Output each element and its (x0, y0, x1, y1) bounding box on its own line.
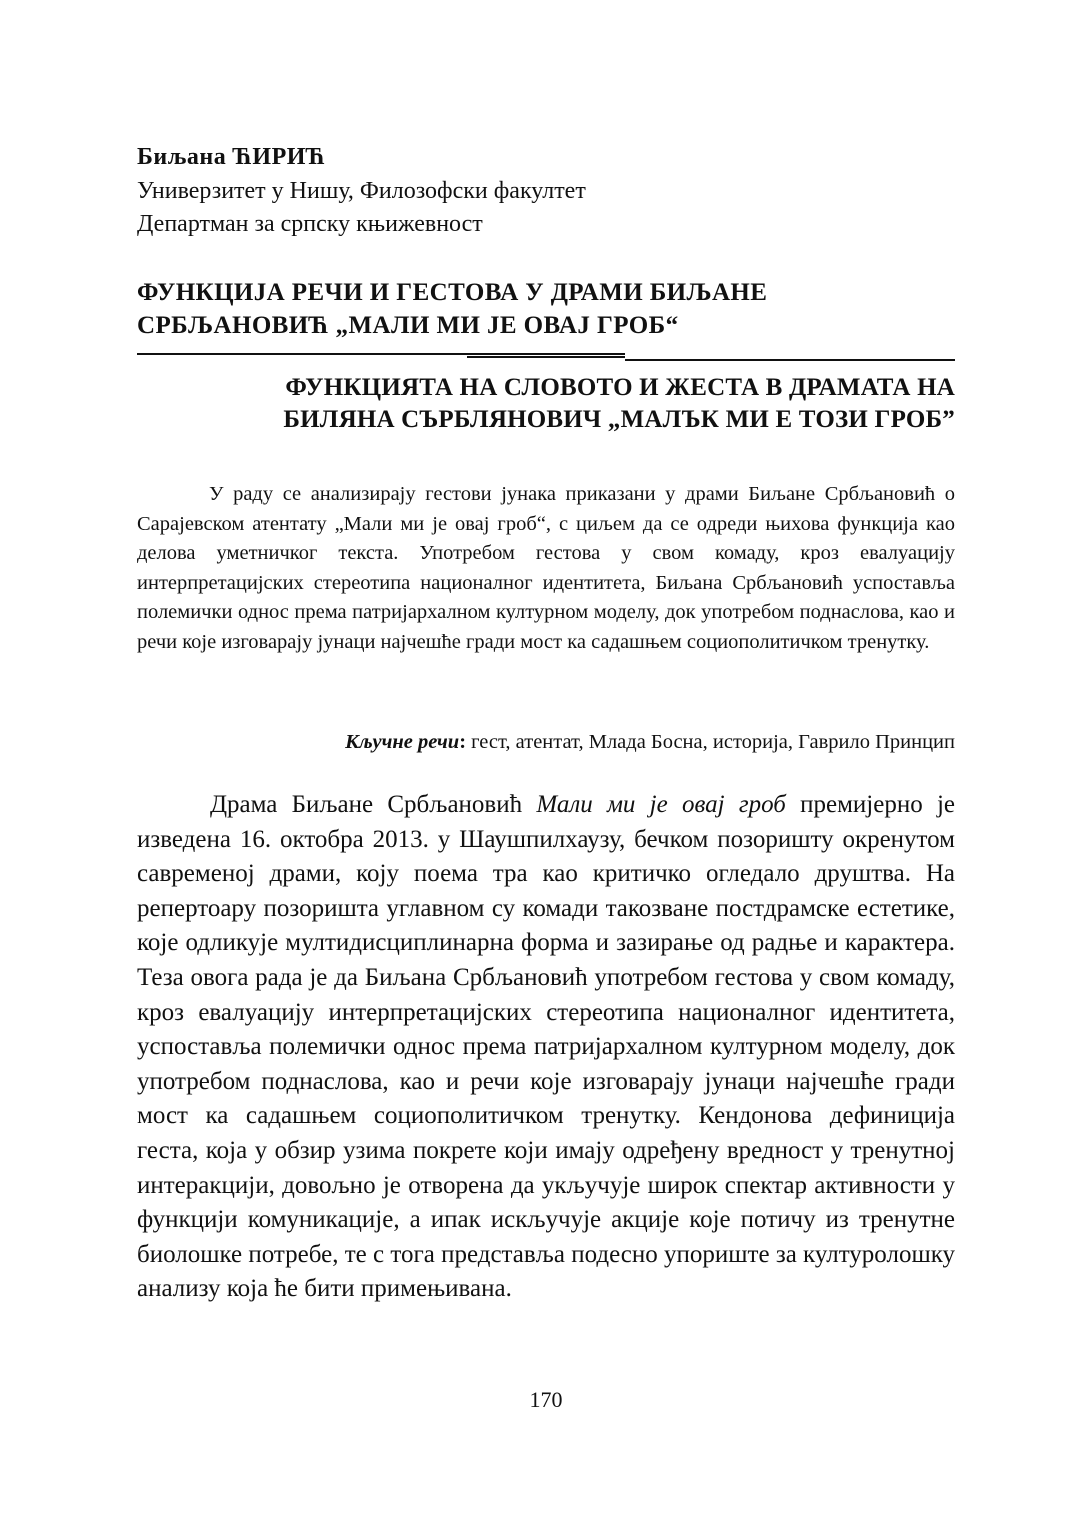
affiliation-university: Универзитет у Нишу, Филозофски факултет (137, 178, 586, 204)
keywords-values: гест, атентат, Млада Босна, историја, Гаврило Принцип (466, 731, 955, 753)
article-title-line1: ФУНКЦИЈА РЕЧИ И ГЕСТОВА У ДРАМИ БИЉАНЕ (137, 279, 768, 306)
keywords (217, 728, 955, 756)
article-title-line2: СРБЉАНОВИЋ „МАЛИ МИ ЈЕ ОВАЈ ГРОБ“ (137, 312, 679, 339)
title-divider-right (625, 359, 955, 361)
document-page (137, 0, 955, 1530)
body-text-main: премијерно је изведена 16. октобра 2013. у Шаушпилхаузу, бечком позоришту окренутом савременој драми, коју поема тра као критичко огледало друштва. На репертоару позоришта углавном су комади такозване постдрамске естетике, које одликује мултидисциплинарна форма и зазирање од радње и карактера. Теза овога рада је да Биљана Србљановић употребом гестова у свом комаду, кроз евалуацију интерпретацијских стереотипа националног идентитета, успоставља полемички однос према патријархалном културном моделу, док употребом поднаслова, као и речи које изговарају јунаци најчешће гради мост ка садашњем социополитичком тренутку. Кендонова дефиниција геста, која у обзир узима покрете који имају одређену вредност у тренутној интеракцији, довољно је отворена да укључује широк спектар активности у функцији комуникације, а ипак искључује акције које потичу из тренутне биолошке потребе, те с тога представља подесно упориште за културолошку анализу која ће бити примењивана. (137, 791, 955, 1303)
bulgarian-title-line1: ФУНКЦИЯТА НА СЛОВОТО И ЖЕСТА В ДРАМАТА НА (285, 374, 955, 401)
title-divider-middle (467, 356, 625, 358)
body-text-intro: Драма Биљане Србљановић (210, 791, 537, 818)
author-name: Биљана ЋИРИЋ (137, 144, 326, 170)
keywords-colon: : (459, 731, 467, 753)
bulgarian-title-line2: БИЛЯНА СЪРБЛЯНОВИЧ „МАЛЪК МИ Е ТОЗИ ГРОБ” (283, 406, 955, 433)
body-paragraph (137, 788, 955, 1307)
abstract: У раду се анализирају гестови јунака приказани у драми Биљане Србљановић о Сарајевском атентату „Мали ми је овај гроб“, с циљем да се одреди њихова функција као делова уметничког текста. Употребом гестова у свом комаду, кроз евалуацију интерпретацијских стереотипа националног идентитета, Биљана Србљановић успоставља полемички однос према патријархалном културном моделу, док употребом поднаслова, као и речи које изговарају јунаци најчешће гради мост ка садашњем социополитичком тренутку. (137, 483, 955, 653)
keywords-label: Кључне речи (345, 731, 460, 753)
play-title: Мали ми је овај гроб (536, 791, 786, 818)
page-number: 170 (529, 1387, 563, 1412)
bulgarian-title (137, 372, 955, 436)
article-title (137, 276, 955, 342)
title-divider-left (137, 353, 625, 355)
affiliation-department: Департман за српску књижевност (137, 211, 483, 237)
